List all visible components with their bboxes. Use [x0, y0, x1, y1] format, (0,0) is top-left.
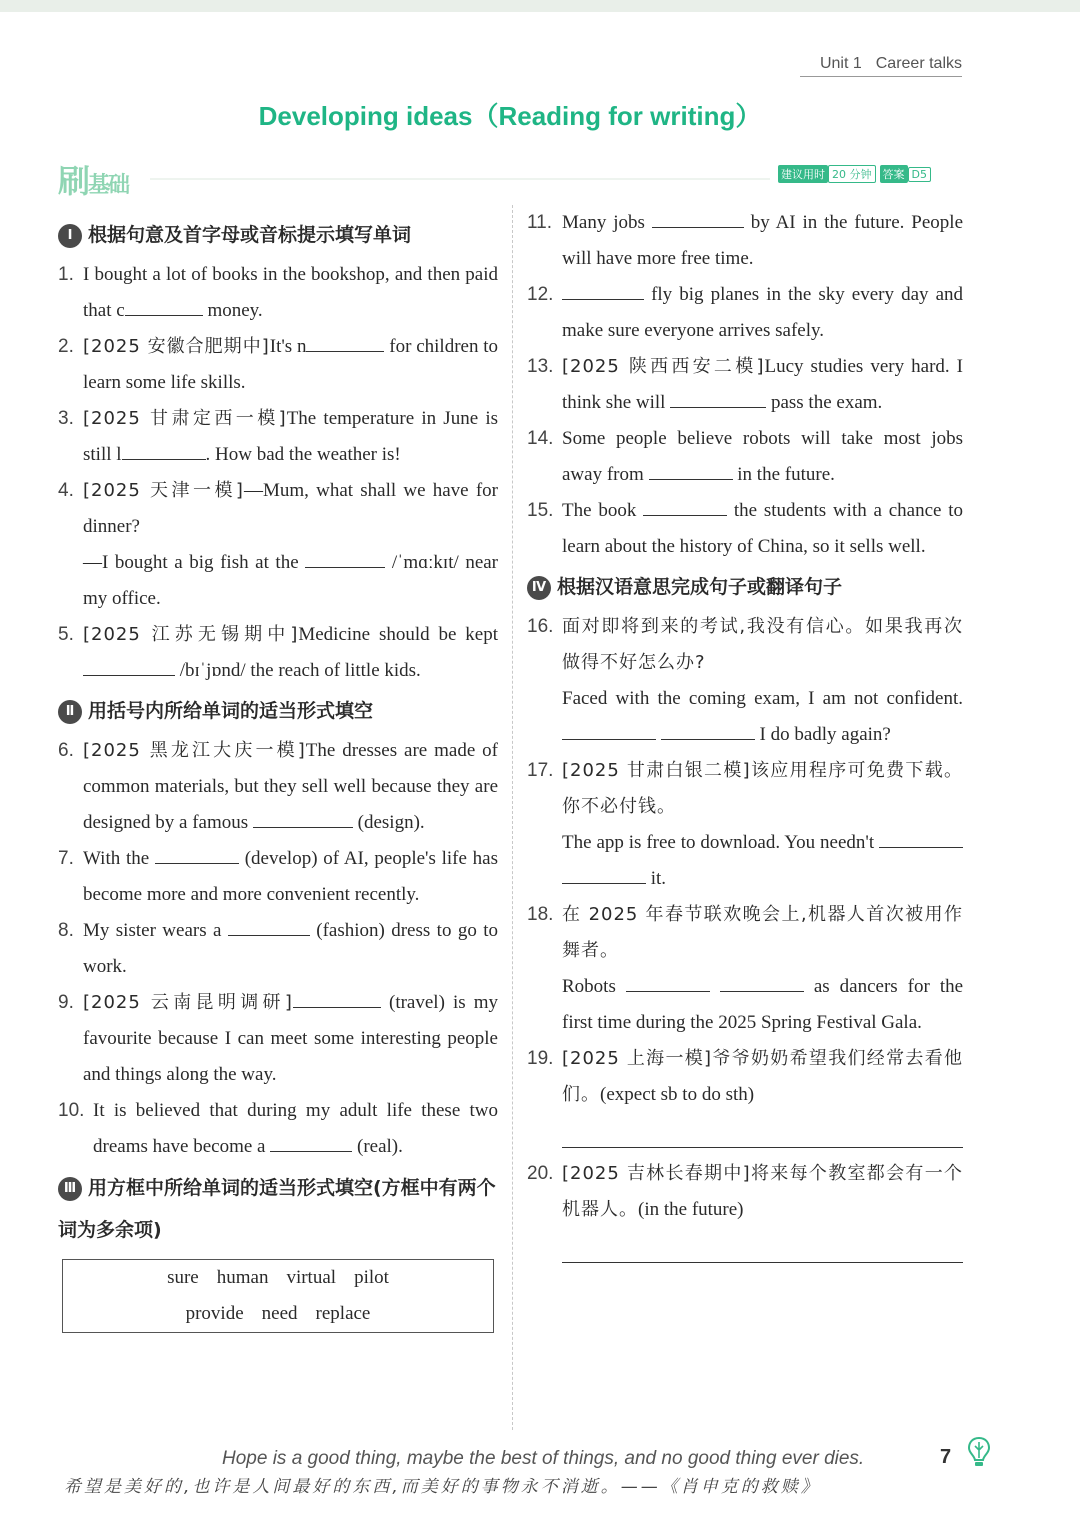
question-text: by AI in the future. People will have more free time. [562, 212, 964, 269]
unit-label: Unit 1 [819, 55, 862, 72]
section-title: 用方框中所给单词的适当形式填空(方框中有两个词为多余项) [58, 1177, 496, 1241]
question-text: in the future. [737, 464, 835, 485]
word: need [261, 1303, 298, 1324]
question-8 [58, 913, 498, 985]
word-row-1 [73, 1260, 483, 1296]
question-chinese: 将来每个教室都会有一个机器人。 [562, 1163, 963, 1220]
answer-blank[interactable] [83, 655, 175, 676]
question-text: it. [650, 868, 667, 889]
question-number: 3. [58, 408, 74, 429]
question-1 [58, 257, 498, 329]
question-text: The app is free to download. You needn't [562, 832, 875, 853]
question-chinese: 爷爷奶奶希望我们经常去看他们。 [562, 1048, 964, 1105]
question-text: It's [269, 336, 293, 357]
question-text: Robots [562, 976, 616, 997]
section-title: 根据汉语意思完成句子或翻译句子 [557, 576, 843, 598]
section-3-heading [58, 1167, 498, 1251]
question-source: [2025 上海一模] [562, 1048, 713, 1069]
question-12 [527, 277, 963, 349]
question-number: 1. [58, 264, 74, 285]
question-14 [527, 421, 963, 493]
word-row-2 [73, 1296, 483, 1332]
question-text: . How bad the weather is! [205, 444, 401, 465]
question-number: 10. [58, 1100, 85, 1121]
question-source: [2025 江苏无锡期中] [83, 624, 299, 645]
question-number: 14. [527, 428, 554, 449]
question-text: It is believed that during my adult life these two dreams have become a [93, 1100, 498, 1157]
question-text: —I bought a big fish at the [83, 552, 299, 573]
question-number: 4. [58, 480, 74, 501]
question-16 [527, 609, 963, 753]
brand-main: 刷 [58, 162, 89, 200]
answer-blank[interactable] [306, 331, 384, 352]
question-text: (fashion) dress to go to work. [83, 920, 499, 977]
question-chinese: 在 2025 年春节联欢晚会上,机器人首次被用作舞者。 [562, 904, 963, 961]
question-hint: (expect sb to do sth) [600, 1084, 755, 1105]
question-9 [58, 985, 498, 1093]
section-number: Ⅳ [527, 576, 551, 600]
question-5 [58, 617, 498, 689]
answer-blank[interactable] [562, 279, 644, 300]
question-source: [2025 甘肃定西一模] [83, 408, 287, 429]
section-number: Ⅲ [58, 1177, 82, 1201]
answer-blank[interactable] [228, 915, 310, 936]
question-number: 5. [58, 624, 74, 645]
question-text: Medicine should be kept [298, 624, 498, 645]
answer-blank[interactable] [649, 459, 733, 480]
answer-blank[interactable] [293, 987, 381, 1008]
question-7 [58, 841, 498, 913]
question-source: [2025 甘肃白银二模] [562, 760, 751, 781]
question-4 [58, 473, 498, 617]
question-hint: (in the future) [638, 1199, 744, 1220]
left-column [58, 213, 498, 1333]
question-17 [527, 753, 963, 897]
question-source: [2025 黑龙江大庆一模] [83, 740, 306, 761]
word: replace [315, 1303, 371, 1324]
question-text: (design). [357, 812, 425, 833]
header-rule [150, 178, 770, 180]
section-4-heading [527, 567, 963, 607]
column-divider [512, 205, 513, 1430]
question-number: 12. [527, 284, 554, 305]
answer-blank[interactable] [643, 495, 727, 516]
question-text: the students with a chance to learn about the history of China, so it sells well. [562, 500, 964, 557]
running-header [806, 55, 962, 73]
answer-blank[interactable] [562, 863, 646, 884]
page-title: Developing ideas（Reading for writing） [258, 101, 762, 131]
answer-blank[interactable] [270, 1131, 352, 1152]
question-number: 20. [527, 1163, 554, 1184]
question-text: —Mum, what shall we have for dinner? [83, 480, 498, 537]
question-2 [58, 329, 498, 401]
answer-blank[interactable] [125, 295, 203, 316]
question-10 [58, 1093, 498, 1165]
section-1-heading [58, 215, 498, 255]
question-text: (develop) of AI, people's life has become more and more convenient recently. [83, 848, 499, 905]
question-text: pass the exam. [770, 392, 883, 413]
answer-blank[interactable] [305, 547, 385, 568]
question-number: 7. [58, 848, 74, 869]
answer-blank[interactable] [720, 971, 804, 992]
question-text: Lucy studies very hard. I think she will [562, 356, 963, 413]
question-11 [527, 205, 963, 277]
answer-page: D5 [908, 167, 931, 182]
right-column [527, 205, 963, 1271]
question-number: 6. [58, 740, 74, 761]
question-source: [2025 云南昆明调研] [83, 992, 293, 1013]
question-text: The book [562, 500, 637, 521]
section-title: 根据句意及首字母或音标提示填写单词 [88, 224, 412, 246]
word-box [62, 1259, 494, 1333]
footer-quote-cn: 希望是美好的,也许是人间最好的东西,而美好的事物永不消逝。——《肖申克的救赎》 [64, 1477, 821, 1497]
question-18 [527, 897, 963, 1041]
question-source: [2025 吉林长春期中] [562, 1163, 751, 1184]
section-2-heading [58, 691, 498, 731]
question-text: I do badly again? [759, 724, 891, 745]
question-chinese: 该应用程序可免费下载。你不必付钱。 [562, 760, 963, 817]
question-number: 9. [58, 992, 74, 1013]
word: provide [185, 1303, 244, 1324]
answer-line[interactable] [562, 1113, 963, 1148]
question-15 [527, 493, 963, 565]
question-text: I bought a lot of books in the bookshop, and then paid that c [83, 264, 498, 321]
answer-blank[interactable] [626, 971, 710, 992]
section-number: Ⅰ [58, 224, 82, 248]
lightbulb-icon [966, 1436, 992, 1468]
question-text: My sister wears a [83, 920, 222, 941]
question-6 [58, 733, 498, 841]
question-number: 17. [527, 760, 554, 781]
question-text: (travel) is my favourite because I can meet some interesting people and things along the way. [83, 992, 499, 1085]
question-19 [527, 1041, 963, 1113]
question-source: [2025 天津一模] [83, 480, 244, 501]
answer-blank[interactable] [670, 387, 766, 408]
topic-label: Career talks [875, 55, 962, 72]
answer-blank[interactable] [562, 719, 656, 740]
timer-label: 建议用时 [778, 165, 828, 183]
brand-sub: 基础 [88, 173, 129, 198]
question-3 [58, 401, 498, 473]
top-bar [0, 0, 1080, 12]
timer-value: 20 分钟 [828, 165, 876, 183]
word: sure [167, 1267, 199, 1288]
answer-blank[interactable] [652, 207, 744, 228]
question-text: (real). [357, 1136, 403, 1157]
question-number: 11. [527, 212, 553, 233]
question-text: as dancers for the first time during the 2025 Spring Festival Gala. [562, 976, 964, 1033]
question-source: [2025 陕西西安二模] [562, 356, 765, 377]
question-number: 15. [527, 500, 554, 521]
page-number: 7 [940, 1446, 952, 1468]
answer-blank[interactable] [155, 843, 239, 864]
question-chinese: 面对即将到来的考试,我没有信心。如果我再次做得不好怎么办? [562, 616, 963, 673]
question-text: Faced with the coming exam, I am not confident. [562, 688, 963, 709]
question-number: 13. [527, 356, 554, 377]
word: pilot [354, 1267, 389, 1288]
question-number: 2. [58, 336, 74, 357]
question-text: /ˈmɑːkɪt/ near my office. [83, 552, 499, 609]
word: human [216, 1267, 269, 1288]
question-text: money. [207, 300, 263, 321]
question-text: fly big planes in the sky every day and make sure everyone arrives safely. [562, 284, 964, 341]
question-text: Some people believe robots will take most jobs away from [562, 428, 963, 485]
question-text: The dresses are made of common materials, but they sell well because they are designed by a famous [83, 740, 498, 833]
question-number: 16. [527, 616, 554, 637]
timer-badge [778, 165, 935, 183]
footer-quote-en: Hope is a good thing, maybe the best of things, and no good thing ever dies. [222, 1448, 865, 1469]
question-hint: n [296, 336, 307, 357]
question-text: Many jobs [562, 212, 645, 233]
section-title: 用括号内所给单词的适当形式填空 [88, 700, 374, 722]
question-number: 8. [58, 920, 74, 941]
question-number: 18. [527, 904, 554, 925]
word: virtual [286, 1267, 337, 1288]
brand-logo [58, 156, 128, 202]
answer-line[interactable] [562, 1228, 963, 1263]
question-20 [527, 1156, 963, 1228]
answer-blank[interactable] [661, 719, 755, 740]
question-source: [2025 安徽合肥期中] [83, 336, 270, 357]
answer-blank[interactable] [253, 807, 353, 828]
header-underline [800, 76, 962, 77]
section-number: Ⅱ [58, 700, 82, 724]
question-text: /bɪˈjɒnd/ the reach of little kids. [179, 660, 421, 681]
question-text: for children to learn some life skills. [83, 336, 499, 393]
question-text: The temperature in June is still l [83, 408, 499, 465]
answer-blank[interactable] [879, 827, 963, 848]
answer-blank[interactable] [122, 439, 206, 460]
question-number: 19. [527, 1048, 554, 1069]
question-13 [527, 349, 963, 421]
answer-label: 答案 [880, 165, 908, 183]
question-text: With the [83, 848, 150, 869]
